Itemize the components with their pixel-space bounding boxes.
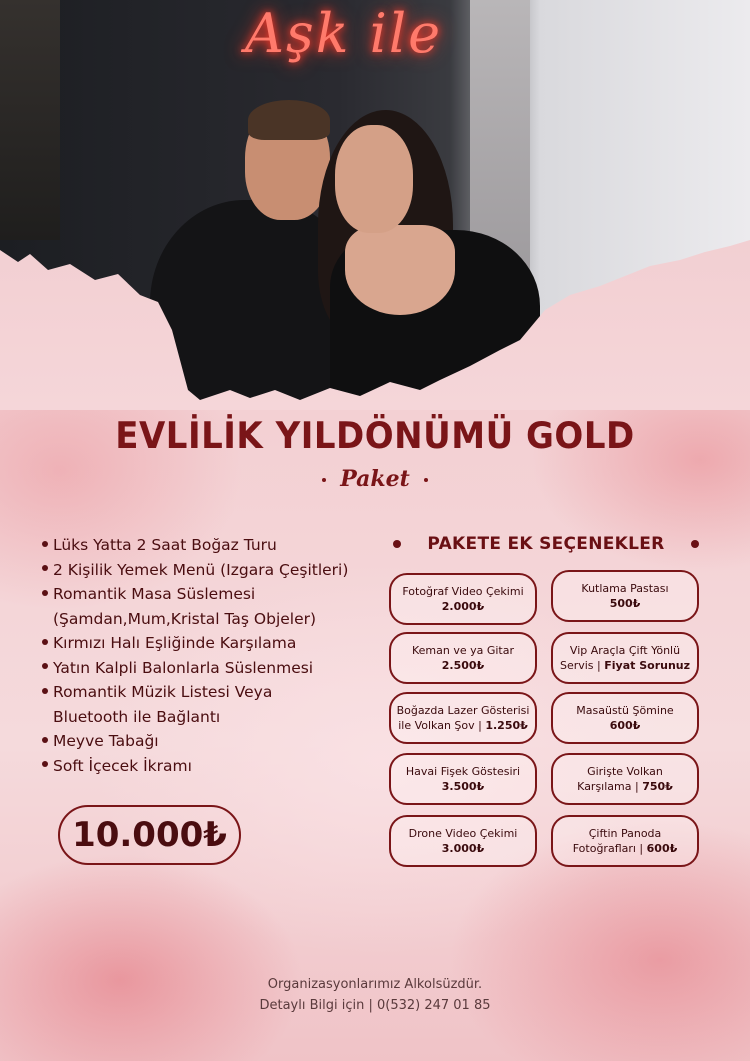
package-title: EVLİLİK YILDÖNÜMÜ GOLD [115,414,635,458]
bullet-icon [42,737,48,743]
extra-option: Vip Araçla Çift Yönlü Servis | Fiyat Sorunuz [551,632,699,684]
bullet-icon [42,565,48,571]
extra-option: Keman ve ya Gitar 2.500₺ [389,632,537,684]
extra-option: Fotoğraf Video Çekimi 2.000₺ [389,573,537,625]
extra-option: Girişte Volkan Karşılama | 750₺ [551,753,699,805]
list-item: Romantik Masa Süslemesi [42,582,348,607]
list-item: Yatın Kalpli Balonlarla Süslenmesi [42,656,348,681]
man-hair [248,100,330,140]
dot-right [424,478,428,482]
photo-bar-background [0,0,60,240]
neon-sign: Aşk ile [245,2,443,65]
list-item: Lüks Yatta 2 Saat Boğaz Turu [42,533,348,558]
package-price: 10.000₺ [58,805,241,865]
list-item: Kırmızı Halı Eşliğinde Karşılama [42,631,348,656]
extras-heading [393,533,699,555]
heading-dot-right [691,540,699,548]
list-item: Meyve Tabağı [42,729,348,754]
footer-note: Organizasyonlarımız Alkolsüzdür. [267,977,483,992]
subtitle-text: Paket [340,466,410,492]
extra-option: Boğazda Lazer Gösterisi ile Volkan Şov | 1.250₺ [389,692,537,744]
bullet-icon [42,639,48,645]
bullet-icon [42,663,48,669]
extra-option: Çiftin Panoda Fotoğrafları | 600₺ [551,815,699,867]
package-subtitle [0,466,750,492]
footer-contact: Detaylı Bilgi için | 0(532) 247 01 85 [259,998,491,1013]
list-item: Bluetooth ile Bağlantı [53,707,221,726]
bullet-icon [42,541,48,547]
woman-face [335,125,413,233]
extra-option: Havai Fişek Göstesiri 3.500₺ [389,753,537,805]
list-item: 2 Kişilik Yemek Menü (Izgara Çeşitleri) [42,558,348,583]
extra-option: Kutlama Pastası 500₺ [551,570,699,622]
extras-heading-text: PAKETE EK SEÇENEKLER [427,534,665,554]
heading-dot-left [393,540,401,548]
torn-paper-edge [0,240,750,410]
dot-left [322,478,326,482]
extra-option: Drone Video Çekimi 3.000₺ [389,815,537,867]
extra-option: Masaüstü Şömine 600₺ [551,692,699,744]
list-item: Soft İçecek İkramı [42,754,348,779]
bullet-icon [42,688,48,694]
features-list [42,533,348,778]
bullet-icon [42,590,48,596]
list-item: Romantik Müzik Listesi Veya [42,680,348,705]
list-item: (Şamdan,Mum,Kristal Taş Objeler) [53,609,317,628]
bullet-icon [42,761,48,767]
